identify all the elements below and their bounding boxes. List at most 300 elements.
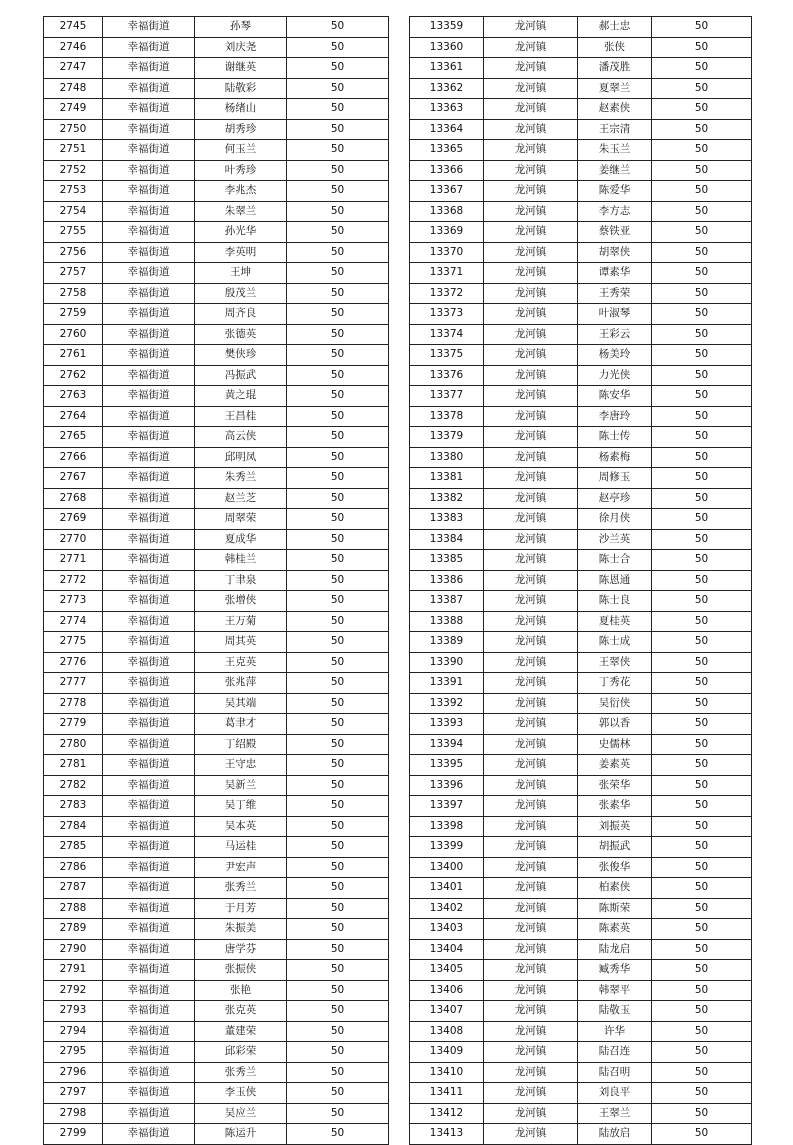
table-row — [410, 591, 752, 612]
name-cell: 丁绍殿 — [195, 734, 287, 755]
name-cell: 许华 — [578, 1021, 652, 1042]
id-cell: 13395 — [410, 755, 484, 776]
id-cell: 2797 — [44, 1083, 103, 1104]
table-row — [44, 201, 389, 222]
area-cell: 龙河镇 — [484, 304, 578, 325]
amount-cell: 50 — [287, 1042, 389, 1063]
table-row — [410, 837, 752, 858]
table-row — [410, 960, 752, 981]
area-cell: 龙河镇 — [484, 775, 578, 796]
name-cell: 吴其端 — [195, 693, 287, 714]
area-cell: 幸福街道 — [103, 755, 195, 776]
id-cell: 2787 — [44, 878, 103, 899]
name-cell: 吴新兰 — [195, 775, 287, 796]
table-row — [44, 1021, 389, 1042]
id-cell: 2764 — [44, 406, 103, 427]
area-cell: 龙河镇 — [484, 734, 578, 755]
id-cell: 2760 — [44, 324, 103, 345]
id-cell: 2794 — [44, 1021, 103, 1042]
amount-cell: 50 — [287, 222, 389, 243]
amount-cell: 50 — [652, 570, 752, 591]
name-cell: 杨素梅 — [578, 447, 652, 468]
id-cell: 13402 — [410, 898, 484, 919]
name-cell: 王宗清 — [578, 119, 652, 140]
amount-cell: 50 — [287, 17, 389, 38]
area-cell: 龙河镇 — [484, 1001, 578, 1022]
table-row — [410, 1103, 752, 1124]
area-cell: 龙河镇 — [484, 37, 578, 58]
area-cell: 龙河镇 — [484, 529, 578, 550]
name-cell: 刘庆尧 — [195, 37, 287, 58]
id-cell: 2789 — [44, 919, 103, 940]
amount-cell: 50 — [652, 1062, 752, 1083]
amount-cell: 50 — [652, 734, 752, 755]
id-cell: 13410 — [410, 1062, 484, 1083]
amount-cell: 50 — [287, 837, 389, 858]
area-cell: 龙河镇 — [484, 160, 578, 181]
name-cell: 吴本英 — [195, 816, 287, 837]
amount-cell: 50 — [287, 263, 389, 284]
id-cell: 13393 — [410, 714, 484, 735]
id-cell: 13405 — [410, 960, 484, 981]
id-cell: 13382 — [410, 488, 484, 509]
name-cell: 张秀兰 — [195, 878, 287, 899]
area-cell: 幸福街道 — [103, 345, 195, 366]
name-cell: 孙琴 — [195, 17, 287, 38]
name-cell: 韩桂兰 — [195, 550, 287, 571]
name-cell: 张侠 — [578, 37, 652, 58]
amount-cell: 50 — [287, 304, 389, 325]
amount-cell: 50 — [652, 140, 752, 161]
name-cell: 叶秀珍 — [195, 160, 287, 181]
amount-cell: 50 — [287, 201, 389, 222]
id-cell: 13391 — [410, 673, 484, 694]
table-row — [44, 304, 389, 325]
id-cell: 13400 — [410, 857, 484, 878]
table-row — [410, 714, 752, 735]
area-cell: 龙河镇 — [484, 1042, 578, 1063]
table-row — [410, 58, 752, 79]
id-cell: 13384 — [410, 529, 484, 550]
name-cell: 刘振英 — [578, 816, 652, 837]
amount-cell: 50 — [287, 406, 389, 427]
amount-cell: 50 — [287, 652, 389, 673]
id-cell: 2769 — [44, 509, 103, 530]
area-cell: 龙河镇 — [484, 488, 578, 509]
amount-cell: 50 — [652, 919, 752, 940]
id-cell: 13377 — [410, 386, 484, 407]
area-cell: 幸福街道 — [103, 242, 195, 263]
name-cell: 张荣华 — [578, 775, 652, 796]
table-row — [44, 1062, 389, 1083]
amount-cell: 50 — [652, 78, 752, 99]
name-cell: 陈爱华 — [578, 181, 652, 202]
id-cell: 2770 — [44, 529, 103, 550]
name-cell: 郝士忠 — [578, 17, 652, 38]
name-cell: 张素华 — [578, 796, 652, 817]
id-cell: 2773 — [44, 591, 103, 612]
id-cell: 13407 — [410, 1001, 484, 1022]
amount-cell: 50 — [287, 550, 389, 571]
table-row — [410, 1062, 752, 1083]
table-row — [44, 160, 389, 181]
id-cell: 2766 — [44, 447, 103, 468]
id-cell: 2798 — [44, 1103, 103, 1124]
area-cell: 龙河镇 — [484, 570, 578, 591]
name-cell: 谢继英 — [195, 58, 287, 79]
amount-cell: 50 — [287, 816, 389, 837]
table-row — [410, 427, 752, 448]
name-cell: 朱翠兰 — [195, 201, 287, 222]
name-cell: 陈恩通 — [578, 570, 652, 591]
name-cell: 姜继兰 — [578, 160, 652, 181]
table-row — [410, 509, 752, 530]
area-cell: 龙河镇 — [484, 816, 578, 837]
area-cell: 幸福街道 — [103, 939, 195, 960]
name-cell: 周其英 — [195, 632, 287, 653]
id-cell: 13369 — [410, 222, 484, 243]
amount-cell: 50 — [287, 714, 389, 735]
name-cell: 夏桂英 — [578, 611, 652, 632]
table-row — [44, 58, 389, 79]
roster-table-right-body — [410, 17, 752, 1145]
table-row — [410, 611, 752, 632]
table-row — [410, 283, 752, 304]
id-cell: 13412 — [410, 1103, 484, 1124]
amount-cell: 50 — [287, 324, 389, 345]
id-cell: 13366 — [410, 160, 484, 181]
id-cell: 2778 — [44, 693, 103, 714]
amount-cell: 50 — [287, 980, 389, 1001]
amount-cell: 50 — [652, 427, 752, 448]
table-row — [44, 796, 389, 817]
amount-cell: 50 — [287, 283, 389, 304]
area-cell: 龙河镇 — [484, 324, 578, 345]
table-row — [44, 960, 389, 981]
amount-cell: 50 — [652, 816, 752, 837]
area-cell: 幸福街道 — [103, 632, 195, 653]
id-cell: 2796 — [44, 1062, 103, 1083]
table-row — [410, 222, 752, 243]
name-cell: 陈士传 — [578, 427, 652, 448]
area-cell: 龙河镇 — [484, 652, 578, 673]
amount-cell: 50 — [652, 796, 752, 817]
area-cell: 幸福街道 — [103, 980, 195, 1001]
id-cell: 13373 — [410, 304, 484, 325]
area-cell: 龙河镇 — [484, 468, 578, 489]
amount-cell: 50 — [287, 427, 389, 448]
id-cell: 2771 — [44, 550, 103, 571]
amount-cell: 50 — [287, 37, 389, 58]
amount-cell: 50 — [652, 324, 752, 345]
amount-cell: 50 — [287, 58, 389, 79]
area-cell: 幸福街道 — [103, 1083, 195, 1104]
amount-cell: 50 — [652, 878, 752, 899]
amount-cell: 50 — [652, 58, 752, 79]
table-row — [44, 447, 389, 468]
area-cell: 幸福街道 — [103, 734, 195, 755]
id-cell: 2780 — [44, 734, 103, 755]
amount-cell: 50 — [652, 201, 752, 222]
name-cell: 张克英 — [195, 1001, 287, 1022]
name-cell: 王翠兰 — [578, 1103, 652, 1124]
roster-table-left-body — [44, 17, 389, 1145]
amount-cell: 50 — [287, 1001, 389, 1022]
name-cell: 陈士良 — [578, 591, 652, 612]
id-cell: 13404 — [410, 939, 484, 960]
id-cell: 13388 — [410, 611, 484, 632]
table-row — [410, 980, 752, 1001]
id-cell: 2777 — [44, 673, 103, 694]
amount-cell: 50 — [287, 960, 389, 981]
name-cell: 叶淑琴 — [578, 304, 652, 325]
area-cell: 龙河镇 — [484, 1124, 578, 1145]
id-cell: 2752 — [44, 160, 103, 181]
area-cell: 幸福街道 — [103, 365, 195, 386]
name-cell: 王坤 — [195, 263, 287, 284]
table-row — [44, 898, 389, 919]
area-cell: 龙河镇 — [484, 1103, 578, 1124]
area-cell: 龙河镇 — [484, 611, 578, 632]
amount-cell: 50 — [652, 1083, 752, 1104]
table-row — [44, 919, 389, 940]
id-cell: 2782 — [44, 775, 103, 796]
id-cell: 13398 — [410, 816, 484, 837]
roster-table-left — [43, 16, 389, 1145]
amount-cell: 50 — [287, 160, 389, 181]
amount-cell: 50 — [287, 345, 389, 366]
table-row — [410, 140, 752, 161]
name-cell: 陈素英 — [578, 919, 652, 940]
table-row — [410, 304, 752, 325]
name-cell: 柏素侠 — [578, 878, 652, 899]
amount-cell: 50 — [287, 591, 389, 612]
name-cell: 朱玉兰 — [578, 140, 652, 161]
amount-cell: 50 — [652, 1103, 752, 1124]
id-cell: 2762 — [44, 365, 103, 386]
table-row — [410, 99, 752, 120]
id-cell: 13397 — [410, 796, 484, 817]
name-cell: 徐月侠 — [578, 509, 652, 530]
id-cell: 13383 — [410, 509, 484, 530]
area-cell: 幸福街道 — [103, 181, 195, 202]
name-cell: 张增侠 — [195, 591, 287, 612]
area-cell: 龙河镇 — [484, 263, 578, 284]
id-cell: 13380 — [410, 447, 484, 468]
amount-cell: 50 — [287, 570, 389, 591]
table-row — [44, 550, 389, 571]
area-cell: 幸福街道 — [103, 529, 195, 550]
name-cell: 陈斯荣 — [578, 898, 652, 919]
name-cell: 胡振武 — [578, 837, 652, 858]
name-cell: 王彩云 — [578, 324, 652, 345]
name-cell: 力光侠 — [578, 365, 652, 386]
name-cell: 陆敬玉 — [578, 1001, 652, 1022]
amount-cell: 50 — [652, 386, 752, 407]
name-cell: 臧秀华 — [578, 960, 652, 981]
table-row — [410, 755, 752, 776]
id-cell: 2761 — [44, 345, 103, 366]
amount-cell: 50 — [287, 878, 389, 899]
table-row — [44, 242, 389, 263]
id-cell: 2750 — [44, 119, 103, 140]
area-cell: 幸福街道 — [103, 283, 195, 304]
table-row — [44, 406, 389, 427]
area-cell: 幸福街道 — [103, 488, 195, 509]
table-row — [44, 714, 389, 735]
area-cell: 龙河镇 — [484, 960, 578, 981]
table-row — [410, 1083, 752, 1104]
id-cell: 2751 — [44, 140, 103, 161]
name-cell: 高云侠 — [195, 427, 287, 448]
id-cell: 2745 — [44, 17, 103, 38]
area-cell: 龙河镇 — [484, 386, 578, 407]
area-cell: 龙河镇 — [484, 119, 578, 140]
area-cell: 龙河镇 — [484, 222, 578, 243]
id-cell: 2774 — [44, 611, 103, 632]
id-cell: 2756 — [44, 242, 103, 263]
area-cell: 龙河镇 — [484, 427, 578, 448]
area-cell: 龙河镇 — [484, 857, 578, 878]
name-cell: 王守忠 — [195, 755, 287, 776]
amount-cell: 50 — [652, 673, 752, 694]
table-row — [410, 181, 752, 202]
amount-cell: 50 — [287, 755, 389, 776]
id-cell: 13361 — [410, 58, 484, 79]
id-cell: 2788 — [44, 898, 103, 919]
id-cell: 13360 — [410, 37, 484, 58]
amount-cell: 50 — [652, 1124, 752, 1145]
amount-cell: 50 — [652, 693, 752, 714]
table-row — [44, 1042, 389, 1063]
table-row — [44, 693, 389, 714]
area-cell: 龙河镇 — [484, 550, 578, 571]
area-cell: 龙河镇 — [484, 509, 578, 530]
name-cell: 陆龙启 — [578, 939, 652, 960]
area-cell: 幸福街道 — [103, 837, 195, 858]
amount-cell: 50 — [287, 734, 389, 755]
id-cell: 13362 — [410, 78, 484, 99]
table-row — [410, 693, 752, 714]
area-cell: 幸福街道 — [103, 673, 195, 694]
area-cell: 幸福街道 — [103, 714, 195, 735]
name-cell: 胡翠侠 — [578, 242, 652, 263]
id-cell: 2775 — [44, 632, 103, 653]
amount-cell: 50 — [652, 468, 752, 489]
amount-cell: 50 — [652, 939, 752, 960]
table-row — [44, 283, 389, 304]
table-row — [44, 632, 389, 653]
name-cell: 郭以香 — [578, 714, 652, 735]
table-row — [410, 775, 752, 796]
name-cell: 刘良平 — [578, 1083, 652, 1104]
table-row — [44, 222, 389, 243]
name-cell: 董建荣 — [195, 1021, 287, 1042]
table-row — [44, 529, 389, 550]
id-cell: 2784 — [44, 816, 103, 837]
name-cell: 陆召明 — [578, 1062, 652, 1083]
table-row — [44, 1124, 389, 1145]
area-cell: 幸福街道 — [103, 1021, 195, 1042]
id-cell: 13389 — [410, 632, 484, 653]
amount-cell: 50 — [287, 898, 389, 919]
area-cell: 幸福街道 — [103, 878, 195, 899]
table-row — [44, 509, 389, 530]
area-cell: 幸福街道 — [103, 591, 195, 612]
table-row — [410, 816, 752, 837]
id-cell: 2799 — [44, 1124, 103, 1145]
name-cell: 于月芳 — [195, 898, 287, 919]
table-row — [44, 857, 389, 878]
area-cell: 龙河镇 — [484, 591, 578, 612]
amount-cell: 50 — [652, 99, 752, 120]
amount-cell: 50 — [287, 78, 389, 99]
amount-cell: 50 — [652, 37, 752, 58]
table-row — [410, 37, 752, 58]
amount-cell: 50 — [652, 406, 752, 427]
table-row — [410, 1021, 752, 1042]
table-row — [410, 529, 752, 550]
table-row — [410, 878, 752, 899]
id-cell: 13387 — [410, 591, 484, 612]
amount-cell: 50 — [287, 611, 389, 632]
amount-cell: 50 — [652, 119, 752, 140]
table-row — [44, 878, 389, 899]
area-cell: 幸福街道 — [103, 816, 195, 837]
id-cell: 2792 — [44, 980, 103, 1001]
name-cell: 王秀荣 — [578, 283, 652, 304]
table-row — [44, 119, 389, 140]
id-cell: 13401 — [410, 878, 484, 899]
name-cell: 葛聿才 — [195, 714, 287, 735]
table-row — [410, 488, 752, 509]
table-row — [410, 242, 752, 263]
amount-cell: 50 — [287, 99, 389, 120]
area-cell: 龙河镇 — [484, 201, 578, 222]
amount-cell: 50 — [287, 796, 389, 817]
id-cell: 13403 — [410, 919, 484, 940]
name-cell: 周修玉 — [578, 468, 652, 489]
name-cell: 邱彩荣 — [195, 1042, 287, 1063]
table-row — [44, 1103, 389, 1124]
amount-cell: 50 — [287, 673, 389, 694]
name-cell: 周翠荣 — [195, 509, 287, 530]
table-row — [410, 1001, 752, 1022]
amount-cell: 50 — [652, 755, 752, 776]
name-cell: 李唐玲 — [578, 406, 652, 427]
table-row — [44, 181, 389, 202]
name-cell: 王万菊 — [195, 611, 287, 632]
table-row — [410, 406, 752, 427]
area-cell: 龙河镇 — [484, 632, 578, 653]
area-cell: 幸福街道 — [103, 796, 195, 817]
amount-cell: 50 — [652, 1042, 752, 1063]
id-cell: 13367 — [410, 181, 484, 202]
area-cell: 幸福街道 — [103, 304, 195, 325]
id-cell: 2793 — [44, 1001, 103, 1022]
id-cell: 13363 — [410, 99, 484, 120]
id-cell: 2781 — [44, 755, 103, 776]
area-cell: 幸福街道 — [103, 78, 195, 99]
name-cell: 吴应兰 — [195, 1103, 287, 1124]
name-cell: 邱明凤 — [195, 447, 287, 468]
amount-cell: 50 — [652, 181, 752, 202]
name-cell: 夏翠兰 — [578, 78, 652, 99]
name-cell: 王昌桂 — [195, 406, 287, 427]
area-cell: 幸福街道 — [103, 857, 195, 878]
amount-cell: 50 — [287, 632, 389, 653]
amount-cell: 50 — [287, 365, 389, 386]
